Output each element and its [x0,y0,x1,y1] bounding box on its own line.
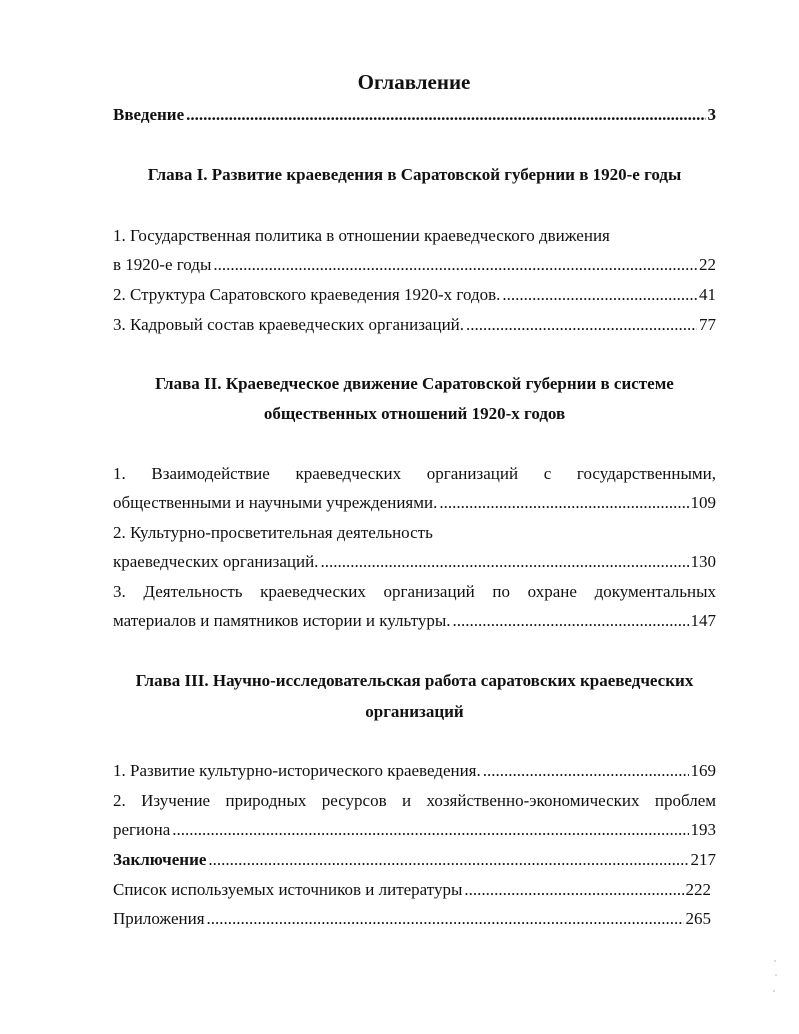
toc-entry-2-3[interactable] [113,610,716,632]
toc-entry-2-1[interactable] [113,492,716,514]
toc-entry-sources[interactable] [113,879,711,901]
toc-entry-label: 1. Развитие культурно-исторического краеведения. [113,761,481,780]
chapter-2-heading-line1: Глава II. Краеведческое движение Саратовской губернии в системе [155,374,674,393]
toc-entry-1-3[interactable] [113,314,716,336]
toc-entry-1-1-line1: 1. Государственная политика в отношении краеведческого движения [113,226,610,245]
leader-dots [186,104,705,126]
leader-dots [320,551,688,573]
toc-entry-page: 109 [690,493,716,512]
chapter-3-heading-line2: организаций [365,702,464,721]
toc-entry-label: Список используемых источников и литературы [113,880,463,899]
toc-entry-page: 77 [699,315,716,334]
leader-dots [208,849,688,871]
toc-entry-2-2[interactable] [113,551,716,573]
toc-entry-label: в 1920-е годы [113,255,212,274]
toc-entry-page: 130 [690,552,716,571]
leader-dots [439,492,688,514]
toc-entry-label: 3. Кадровый состав краеведческих организаций. [113,315,465,334]
toc-entry-3-1[interactable] [113,760,716,782]
toc-entry-label: региона [113,820,171,839]
toc-entry-page: 217 [690,850,716,869]
toc-entry-page: 169 [690,761,716,780]
toc-entry-1-2[interactable] [113,284,716,306]
toc-entry-label: Введение [113,105,185,124]
toc-entry-label: Заключение [113,850,207,869]
leader-dots [502,284,697,306]
toc-entry-2-1-line1: 1. Взаимодействие краеведческих организаций с государственными, [113,464,716,483]
chapter-1-heading: Глава I. Развитие краеведения в Саратовской губернии в 1920-е годы [147,165,682,184]
leader-dots [172,819,688,841]
toc-entry-page: 222 [685,880,711,899]
toc-entry-1-1[interactable] [113,254,716,276]
chapter-2-heading-line2: общественных отношений 1920-х годов [263,404,566,423]
toc-entry-label: краеведческих организаций. [113,552,319,571]
leader-dots [483,760,689,782]
toc-entry-page: 193 [690,820,716,839]
toc-entry-page: 22 [699,255,716,274]
toc-entry-page: 147 [690,611,716,630]
chapter-3-heading-line1: Глава III. Научно-исследовательская работа саратовских краеведческих [135,671,694,690]
leader-dots [213,254,697,276]
leader-dots [464,879,683,901]
page-title: Оглавление [357,70,471,94]
scan-noise [773,960,779,1000]
toc-entry-label: Приложения [113,909,205,928]
toc-entry-page: 41 [699,285,716,304]
toc-entry-label: 2. Структура Саратовского краеведения 1920-х годов. [113,285,501,304]
leader-dots [207,908,684,930]
toc-entry-page: 3 [707,105,716,124]
toc-entry-conclusion[interactable] [113,849,716,871]
toc-entry-page: 265 [685,909,711,928]
toc-entry-3-2[interactable] [113,819,716,841]
toc-entry-label: общественными и научными учреждениями. [113,493,438,512]
leader-dots [466,314,697,336]
toc-entry-2-3-line1: 3. Деятельность краеведческих организаций по охране документальных [113,582,716,601]
toc-entry-label: материалов и памятников истории и культуры. [113,611,451,630]
toc-entry-intro[interactable] [113,104,716,126]
leader-dots [453,610,689,632]
toc-entry-appendix[interactable] [113,908,711,930]
toc-entry-2-2-line1: 2. Культурно-просветительная деятельность [113,523,433,542]
toc-entry-3-2-line1: 2. Изучение природных ресурсов и хозяйственно-экономических проблем [113,791,716,810]
